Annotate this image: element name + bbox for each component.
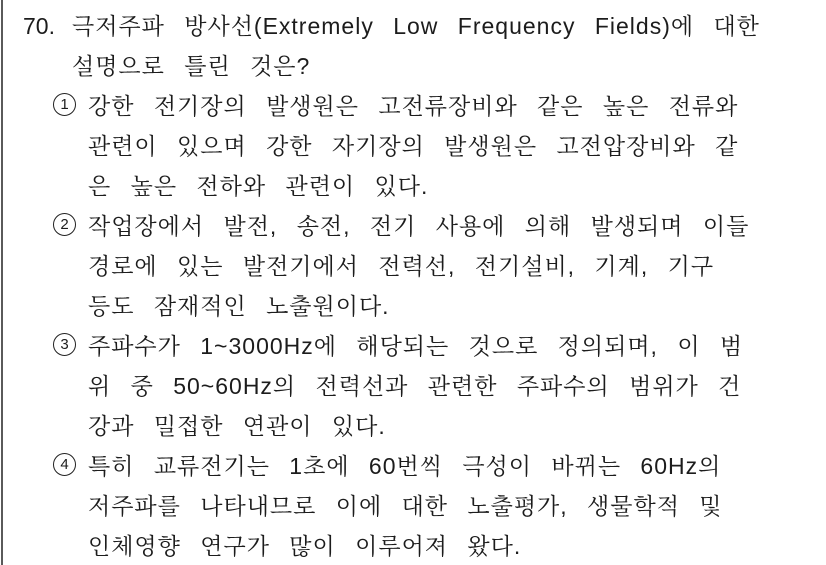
option-4 bbox=[0, 446, 826, 565]
option-3-marker-col bbox=[53, 326, 88, 356]
question-block bbox=[0, 6, 826, 565]
option-line: 위 중 50~60Hz의 전력선과 관련한 주파수의 범위가 건 bbox=[88, 373, 742, 399]
question-line: 설명으로 틀린 것은? bbox=[72, 53, 311, 79]
option-4-marker-col bbox=[53, 446, 88, 476]
question-line: 극저주파 방사선(Extremely Low Frequency Fields)에 대한 bbox=[72, 13, 760, 39]
question-number: 70. bbox=[23, 13, 55, 39]
circled-number-1-icon: 1 bbox=[53, 93, 76, 116]
circled-number-2-icon: 2 bbox=[53, 213, 76, 236]
option-1-marker-col bbox=[53, 86, 88, 116]
option-4-text bbox=[88, 446, 826, 565]
question-text bbox=[72, 6, 826, 86]
option-line: 인체영향 연구가 많이 이루어져 왔다. bbox=[88, 533, 522, 559]
option-line: 관련이 있으며 강한 자기장의 발생원은 고전압장비와 같 bbox=[88, 133, 739, 159]
option-line: 저주파를 나타내므로 이에 대한 노출평가, 생물학적 및 bbox=[88, 493, 723, 519]
option-2-text bbox=[88, 206, 826, 326]
option-line: 은 높은 전하와 관련이 있다. bbox=[88, 173, 429, 199]
option-line: 경로에 있는 발전기에서 전력선, 전기설비, 기계, 기구 bbox=[88, 253, 715, 279]
option-line: 강과 밀접한 연관이 있다. bbox=[88, 413, 386, 439]
option-3 bbox=[0, 326, 826, 446]
option-1 bbox=[0, 86, 826, 206]
circled-number-4-icon: 4 bbox=[53, 453, 76, 476]
option-line: 작업장에서 발전, 송전, 전기 사용에 의해 발생되며 이들 bbox=[88, 213, 750, 239]
circled-number-3-icon: 3 bbox=[53, 333, 76, 356]
option-line: 특히 교류전기는 1초에 60번씩 극성이 바뀌는 60Hz의 bbox=[88, 453, 722, 479]
option-line: 등도 잠재적인 노출원이다. bbox=[88, 293, 390, 319]
option-2-marker-col bbox=[53, 206, 88, 236]
option-line: 주파수가 1~3000Hz에 해당되는 것으로 정의되며, 이 범 bbox=[88, 333, 744, 359]
option-3-text bbox=[88, 326, 826, 446]
option-line: 강한 전기장의 발생원은 고전류장비와 같은 높은 전류와 bbox=[88, 93, 739, 119]
question-header bbox=[0, 6, 826, 86]
option-1-text bbox=[88, 86, 826, 206]
option-2 bbox=[0, 206, 826, 326]
